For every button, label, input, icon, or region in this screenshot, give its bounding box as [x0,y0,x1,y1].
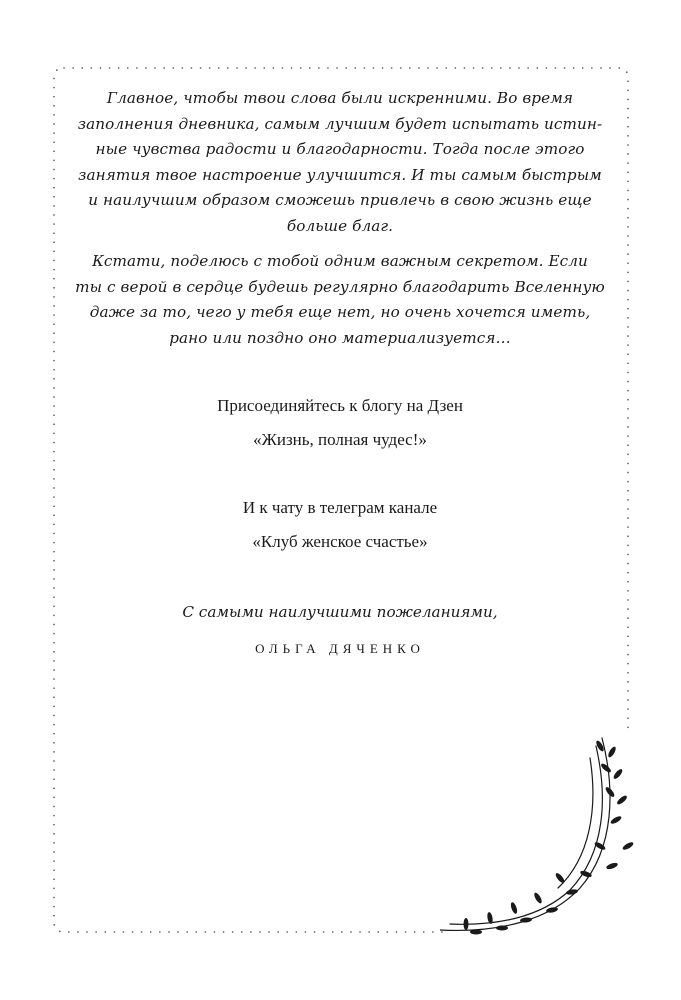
floral-vine-icon [440,728,640,948]
text-line: даже за то, чего у тебя еще нет, но очень хочется иметь, [89,303,591,321]
author-name: ОЛЬГА ДЯЧЕНКО [255,641,425,656]
text-line: Кстати, поделюсь с тобой одним важным секретом. Если [92,252,588,270]
text-line: ты с верой в сердце будешь регулярно благодарить Вселенную [75,277,605,296]
paragraph-1 [70,86,610,239]
page-content [70,86,610,656]
text-line: ные чувства радости и благодарности. Тогда после этого [95,140,585,158]
paragraph-2 [70,249,610,351]
text-line: Главное, чтобы твои слова были искренними. Во время [106,89,574,107]
text-line: заполнения дневника, самым лучшим будет испытать истин- [77,114,603,133]
text-line: и наилучшим образом сможешь привлечь в свою жизнь еще [88,191,592,209]
text-line: занятия твое настроение улучшится. И ты самым быстрым [78,165,602,184]
telegram-name: «Клуб женское счастье» [252,532,428,551]
blog-name: «Жизнь, полная чудес!» [253,430,427,449]
closing-line: С самыми наилучшими пожеланиями, [182,603,498,621]
blog-invite: Присоединяйтесь к блогу на Дзен [217,396,463,415]
telegram-invite: И к чату в телеграм канале [242,498,438,517]
text-line: рано или поздно оно материализуется… [169,328,511,347]
text-line: больше благ. [286,216,394,235]
